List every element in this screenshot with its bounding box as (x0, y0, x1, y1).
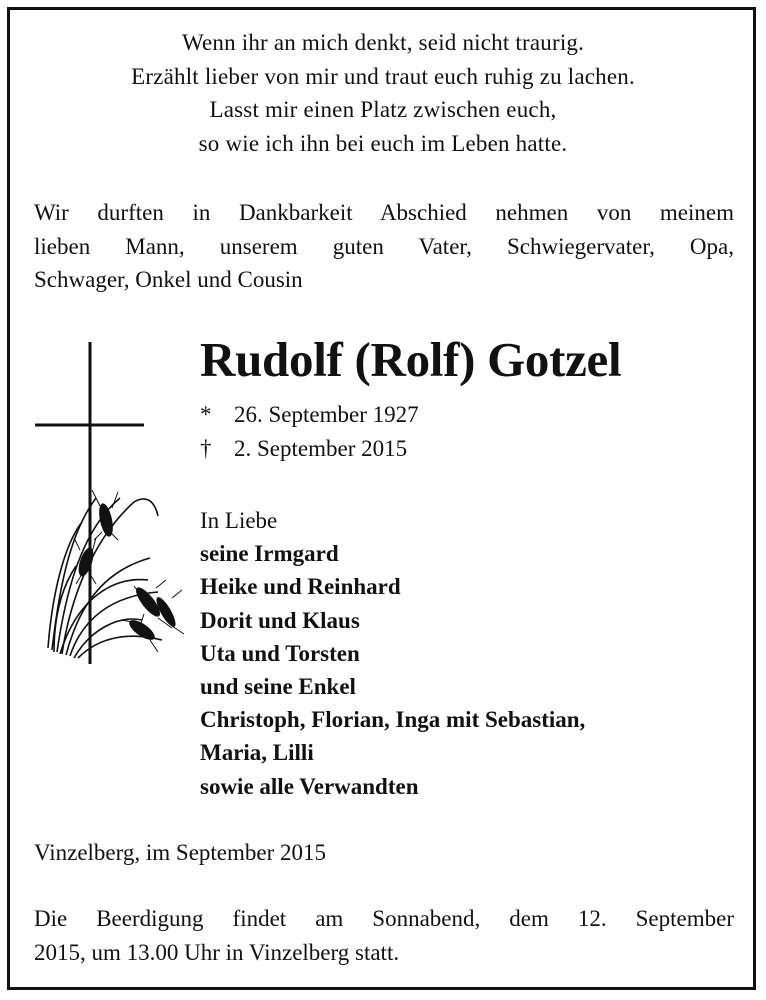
funeral-info (34, 902, 734, 969)
mourners-list (200, 504, 585, 803)
funeral-line: 2015, um 13.00 Uhr in Vinzelberg statt. (34, 939, 400, 965)
intro-paragraph (34, 196, 734, 297)
mourner-line: sowie alle Verwandten (200, 773, 419, 799)
poem (0, 26, 766, 160)
poem-line: Lasst mir einen Platz zwischen euch, (209, 97, 557, 122)
cross-with-grain-icon (30, 340, 190, 670)
death-date: 2. September 2015 (234, 435, 408, 461)
mourner-line: Christoph, Florian, Inga mit Sebastian, (200, 707, 586, 733)
mourner-line: Uta und Torsten (200, 640, 360, 666)
life-dates (200, 398, 419, 465)
intro-line: Schwager, Onkel und Cousin (34, 267, 303, 292)
death-line (200, 432, 419, 466)
death-symbol: † (200, 435, 212, 461)
mourner-line: Dorit und Klaus (200, 607, 360, 633)
birth-date: 26. September 1927 (234, 402, 419, 427)
intro-line: Wir durften in Dankbarkeit Abschied nehmen von meinem (34, 200, 734, 225)
birth-symbol: * (200, 402, 212, 427)
mourner-line: und seine Enkel (200, 674, 356, 700)
intro-line: lieben Mann, unserem guten Vater, Schwiegervater, Opa, (34, 233, 734, 259)
deceased-name: Rudolf (Rolf) Gotzel (200, 332, 622, 387)
mourner-line: seine Irmgard (200, 541, 339, 567)
place-date: Vinzelberg, im September 2015 (34, 840, 327, 865)
mourners-intro: In Liebe (200, 508, 278, 533)
mourner-line: Heike und Reinhard (200, 574, 401, 600)
poem-line: Erzählt lieber von mir und traut euch ruhig zu lachen. (131, 63, 635, 89)
poem-line: Wenn ihr an mich denkt, seid nicht traurig. (181, 30, 585, 55)
funeral-line: Die Beerdigung findet am Sonnabend, dem 12. September (34, 906, 734, 931)
poem-line: so wie ich ihn bei euch im Leben hatte. (198, 130, 568, 156)
birth-line (200, 398, 419, 432)
mourner-line: Maria, Lilli (200, 740, 314, 766)
